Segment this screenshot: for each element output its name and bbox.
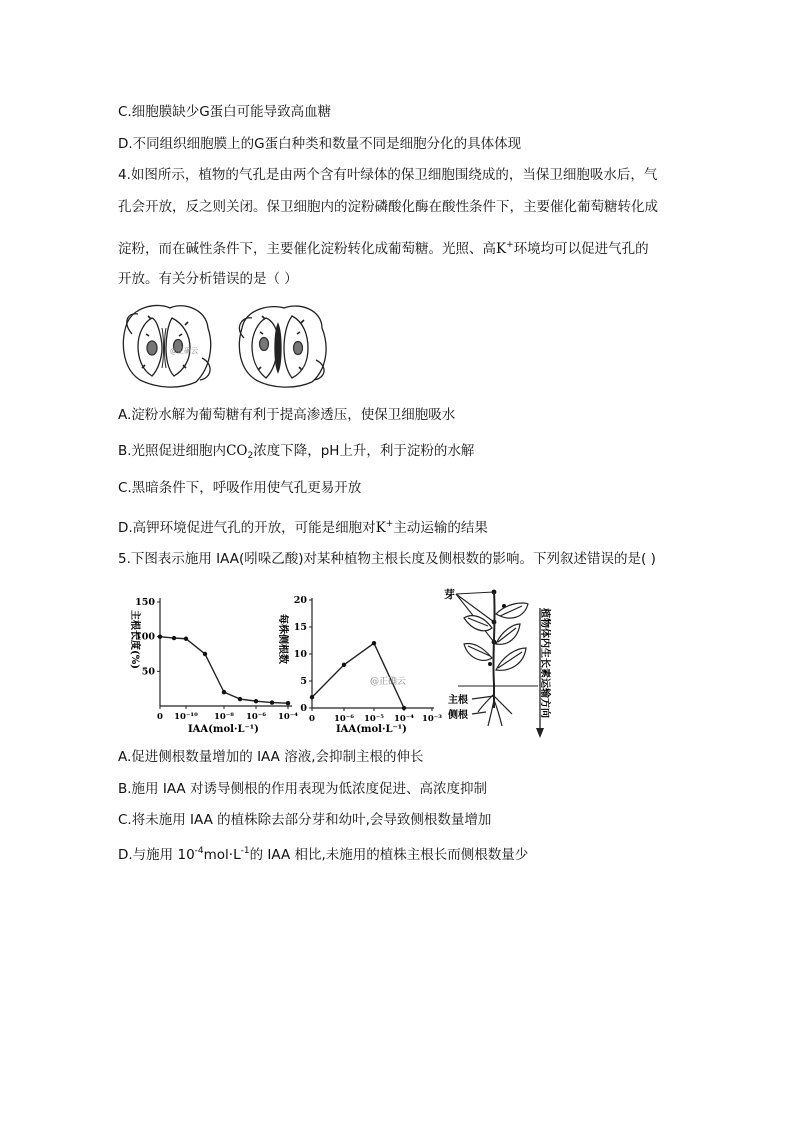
chart2-series-line xyxy=(312,643,407,708)
x-tick-label: 10⁻⁶ xyxy=(245,712,267,722)
x-tick-label: 10⁻³ xyxy=(421,714,443,724)
data-point xyxy=(342,663,346,667)
data-point xyxy=(372,641,376,645)
plant-stem xyxy=(493,592,494,708)
q4-stem-line3-a: 淀粉，而在碱性条件下，主要催化淀粉转化成葡萄糖。光照、高 xyxy=(118,241,496,257)
x-tick-label: 10⁻⁸ xyxy=(213,712,235,722)
chart1-ylabel: 主根长度(%) xyxy=(129,610,140,669)
plant-roots xyxy=(472,694,512,726)
q5-option-a: A.促进侧根数量增加的 IAA 溶液,会抑制主根的伸长 xyxy=(118,749,424,765)
q4-option-d-a: D.高钾环境促进气孔的开放，可能是细胞对 xyxy=(118,520,376,536)
q4-stem-line2: 孔会开放，反之则关闭。保卫细胞内的淀粉磷酸化酶在酸性条件下，主要催化葡萄糖转化成 xyxy=(118,199,658,215)
open-stoma-diagram xyxy=(239,306,326,387)
q4-stem-line3-b: 环境均可以促进气孔的 xyxy=(513,241,649,257)
q5-option-b: B.施用 IAA 对诱导侧根的作用表现为低浓度促进、高浓度抑制 xyxy=(118,781,487,797)
chart2-watermark: @正确云 xyxy=(370,677,407,687)
data-point xyxy=(203,652,207,656)
main-root-length-chart xyxy=(116,590,299,736)
q4-option-b-b: 浓度下降，pH上升，利于淀粉的水解 xyxy=(253,443,475,459)
y-tick-label: 150 xyxy=(135,597,155,608)
data-point xyxy=(310,695,314,699)
x-tick-label: 0 xyxy=(157,712,163,722)
x-tick-label: 10⁻⁵ xyxy=(363,714,385,724)
potassium-charge-d: + xyxy=(385,519,394,529)
y-tick-label: 100 xyxy=(135,631,155,643)
y-tick-label: 20 xyxy=(293,595,307,606)
q4-stem-line4: 开放。有关分析错误的是（ ） xyxy=(118,271,298,287)
co2-subscript: 2 xyxy=(247,451,254,461)
q4-option-c: C.黑暗条件下，呼吸作用使气孔更易开放 xyxy=(118,480,362,496)
chart2-xlabel: IAA(mol·L⁻¹) xyxy=(336,724,407,735)
x-tick-label: 10⁻⁶ xyxy=(333,714,355,724)
plant-auxin-diagram xyxy=(438,584,558,740)
y-tick-label: 0 xyxy=(300,703,307,714)
x-tick-label: 10⁻⁴ xyxy=(277,712,299,722)
q5-option-d-c: 的 IAA 相比,未施用的植株主根长而侧根数量少 xyxy=(249,847,529,863)
q4-stem-line1: 4.如图所示，植物的气孔是由两个含有叶绿体的保卫细胞围绕成的，当保卫细胞吸水后，气 xyxy=(118,167,658,183)
potassium-symbol: K xyxy=(496,241,507,257)
q4-option-b-a: B.光照促进细胞内 xyxy=(118,443,227,459)
y-tick-label: 50 xyxy=(141,666,155,678)
q4-option-d-b: 主动运输的结果 xyxy=(393,520,488,536)
lateral-root-count-chart xyxy=(272,590,442,736)
y-tick-label: 10 xyxy=(293,649,307,660)
q5-option-d xyxy=(118,842,528,864)
q3-option-d: D.不同组织细胞膜上的G蛋白种类和数量不同是细胞分化的具体体现 xyxy=(118,136,522,152)
x-tick-label: 0 xyxy=(309,714,315,724)
q5-option-c: C.将未施用 IAA 的植株除去部分芽和幼叶,会导致侧根数量增加 xyxy=(118,812,492,828)
data-point xyxy=(158,634,162,638)
q4-stem-line3 xyxy=(118,236,649,258)
y-tick-label: 15 xyxy=(293,622,307,633)
q5-stem: 5.下图表示施用 IAA(吲哚乙酸)对某种植物主根长度及侧根数的影响。下列叙述错误的是( ) xyxy=(118,551,656,567)
potassium-symbol-d: K xyxy=(375,520,386,536)
data-point xyxy=(222,690,226,694)
q4-option-d xyxy=(118,515,488,537)
q5-option-d-exp: -4 xyxy=(194,846,204,856)
x-tick-label: 10⁻⁴ xyxy=(393,714,415,724)
figure-watermark: @正确云 xyxy=(170,347,198,355)
q5-option-d-a: D.与施用 10 xyxy=(118,847,195,863)
q4-option-a: A.淀粉水解为葡萄糖有利于提高渗透压，使保卫细胞吸水 xyxy=(118,407,456,423)
data-point xyxy=(184,637,188,641)
q5-option-d-exp2: -1 xyxy=(240,846,250,856)
co2-formula: CO xyxy=(226,443,248,459)
lateral-root-label: 侧根 xyxy=(448,710,468,721)
main-root-label: 主根 xyxy=(448,695,468,706)
transport-direction-label: 植物体内生长素运输方向 xyxy=(539,608,550,718)
guard-cell-figure xyxy=(118,298,328,390)
transport-arrowhead xyxy=(536,728,544,738)
potassium-charge: + xyxy=(506,240,514,250)
chart2-ylabel: 每株侧根数 xyxy=(277,614,288,664)
y-tick-label: 5 xyxy=(300,676,307,687)
plant-leaves xyxy=(464,603,528,670)
q3-option-c: C.细胞膜缺少G蛋白可能导致高血糖 xyxy=(118,104,332,120)
bud-label: 芽 xyxy=(444,588,455,601)
data-point xyxy=(254,699,258,703)
x-tick-label: 10⁻¹⁰ xyxy=(174,712,198,722)
data-point xyxy=(172,636,176,640)
data-point xyxy=(402,706,406,710)
chart1-xlabel: IAA(mol·L⁻¹) xyxy=(188,724,259,735)
data-point xyxy=(238,697,242,701)
q5-option-d-b: mol·L xyxy=(203,847,241,863)
q4-option-b xyxy=(118,442,474,465)
